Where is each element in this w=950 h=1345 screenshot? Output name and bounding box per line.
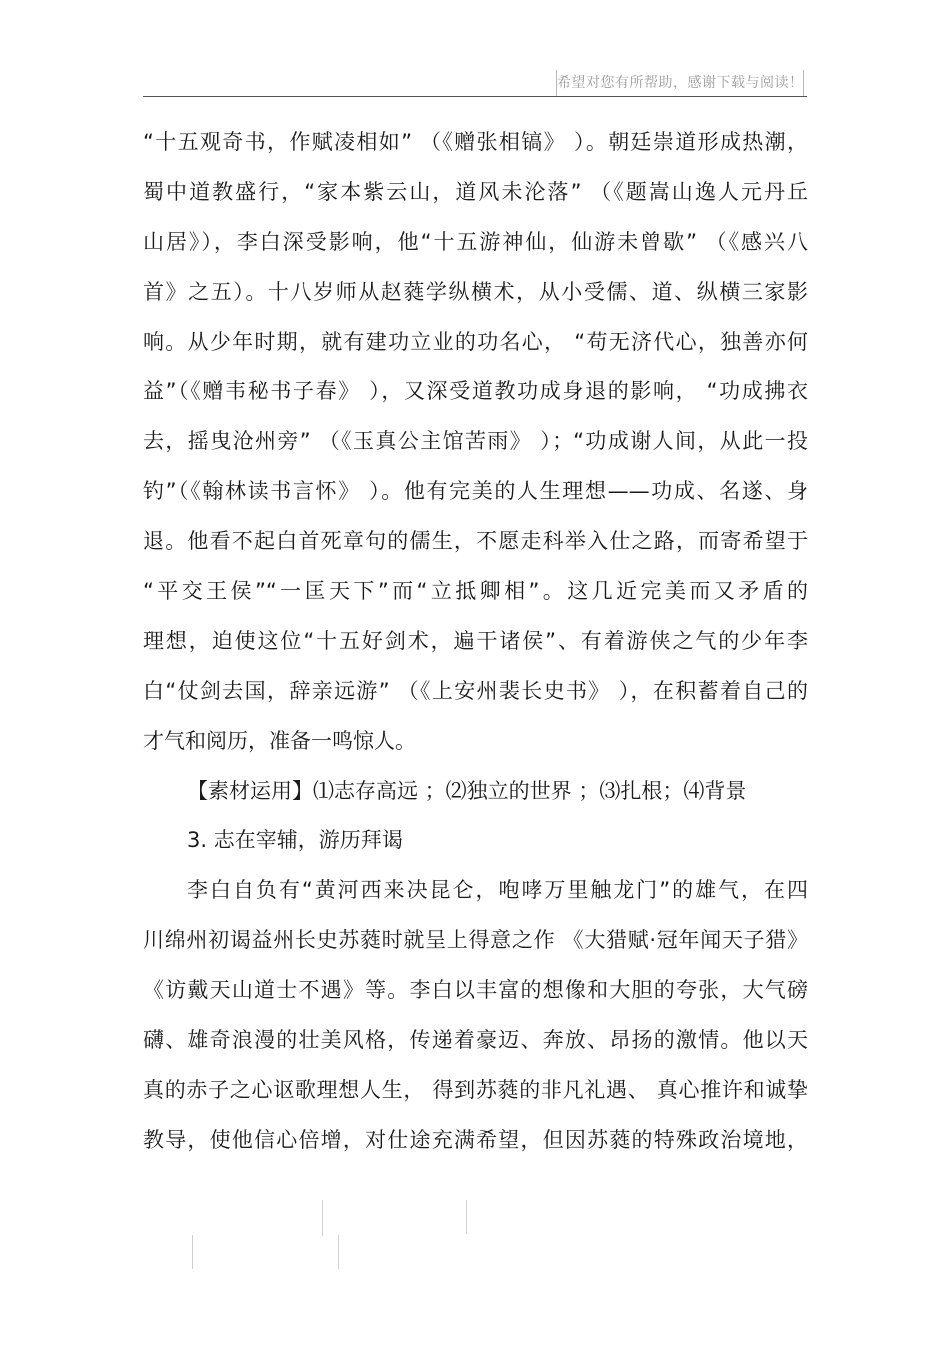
text-line: 钓”（《翰林读书言怀》 ）。他有完美的人生理想——功成、名遂、身 [143,479,808,504]
text-line: “平交王侯”“一匡天下”而“立抵卿相”。这几近完美而又矛盾的 [143,579,808,604]
text-line: 退。他看不起白首死章句的儒生，不愿走科举入仕之路，而寄希望于 [143,529,808,554]
header-banner: 希望对您有所帮助，感谢下载与阅读！ [556,70,804,96]
text-line: 首》之五）。十八岁师从赵蕤学纵横术，从小受儒、道、纵横三家影 [143,279,808,304]
document-body [143,118,808,1166]
margin-mark [466,1200,467,1234]
material-usage-line: 【素材运用】⑴志存高远 ；⑵独立的世界 ；⑶扎根；⑷背景 [187,778,747,803]
margin-mark [322,1200,323,1236]
text-line: 真的赤子之心讴歌理想人生， 得到苏蕤的非凡礼遇、 真心推许和诚挚 [143,1077,808,1102]
text-line: 响。从少年时期，就有建功立业的功名心， “苟无济代心，独善亦何 [143,329,808,354]
text-line: “十五观奇书，作赋凌相如” （《赠张相镐》 ）。朝廷崇道形成热潮， [143,130,808,154]
text-line: 理想，迫使这位“十五好剑术，遍干诸侯”、有着游侠之气的少年李 [143,628,808,653]
text-line: 教导，使他信心倍增，对仕途充满希望，但因苏蕤的特殊政治境地， [143,1127,808,1152]
text-line: 李白自负有“黄河西来决昆仑，咆哮万里触龙门”的雄气，在四 [187,878,808,903]
text-line: 山居》），李白深受影响，他“十五游神仙，仙游未曾歇” （《感兴八 [143,229,808,254]
text-line: 去，摇曳沧州旁” （《玉真公主馆苦雨》 ）；“功成谢人间，从此一投 [143,429,808,454]
text-line: 《访戴天山道士不遇》等。李白以丰富的想像和大胆的夸张，大气磅 [143,978,808,1003]
text-line: 白“仗剑去国，辞亲远游” （《上安州裴长史书》 ），在积蓄着自己的 [143,678,808,703]
text-line: 才气和阅历，准备一鸣惊人。 [143,728,416,753]
header-divider [143,96,807,97]
margin-mark [192,1235,193,1269]
section-heading: 3. 志在宰辅，游历拜谒 [187,828,403,853]
text-line: 川绵州初谒益州长史苏蕤时就呈上得意之作 《大猎赋·冠年闻天子猎》 [143,928,808,953]
text-line: 益”（《赠韦秘书子春》 ），又深受道教功成身退的影响， “功成拂衣 [143,379,808,404]
margin-mark [338,1235,339,1269]
text-line: 礴、雄奇浪漫的壮美风格，传递着豪迈、奔放、昂扬的激情。他以天 [143,1028,808,1053]
text-line: 蜀中道教盛行，“家本紫云山，道风未沦落” （《题嵩山逸人元丹丘 [143,179,808,204]
